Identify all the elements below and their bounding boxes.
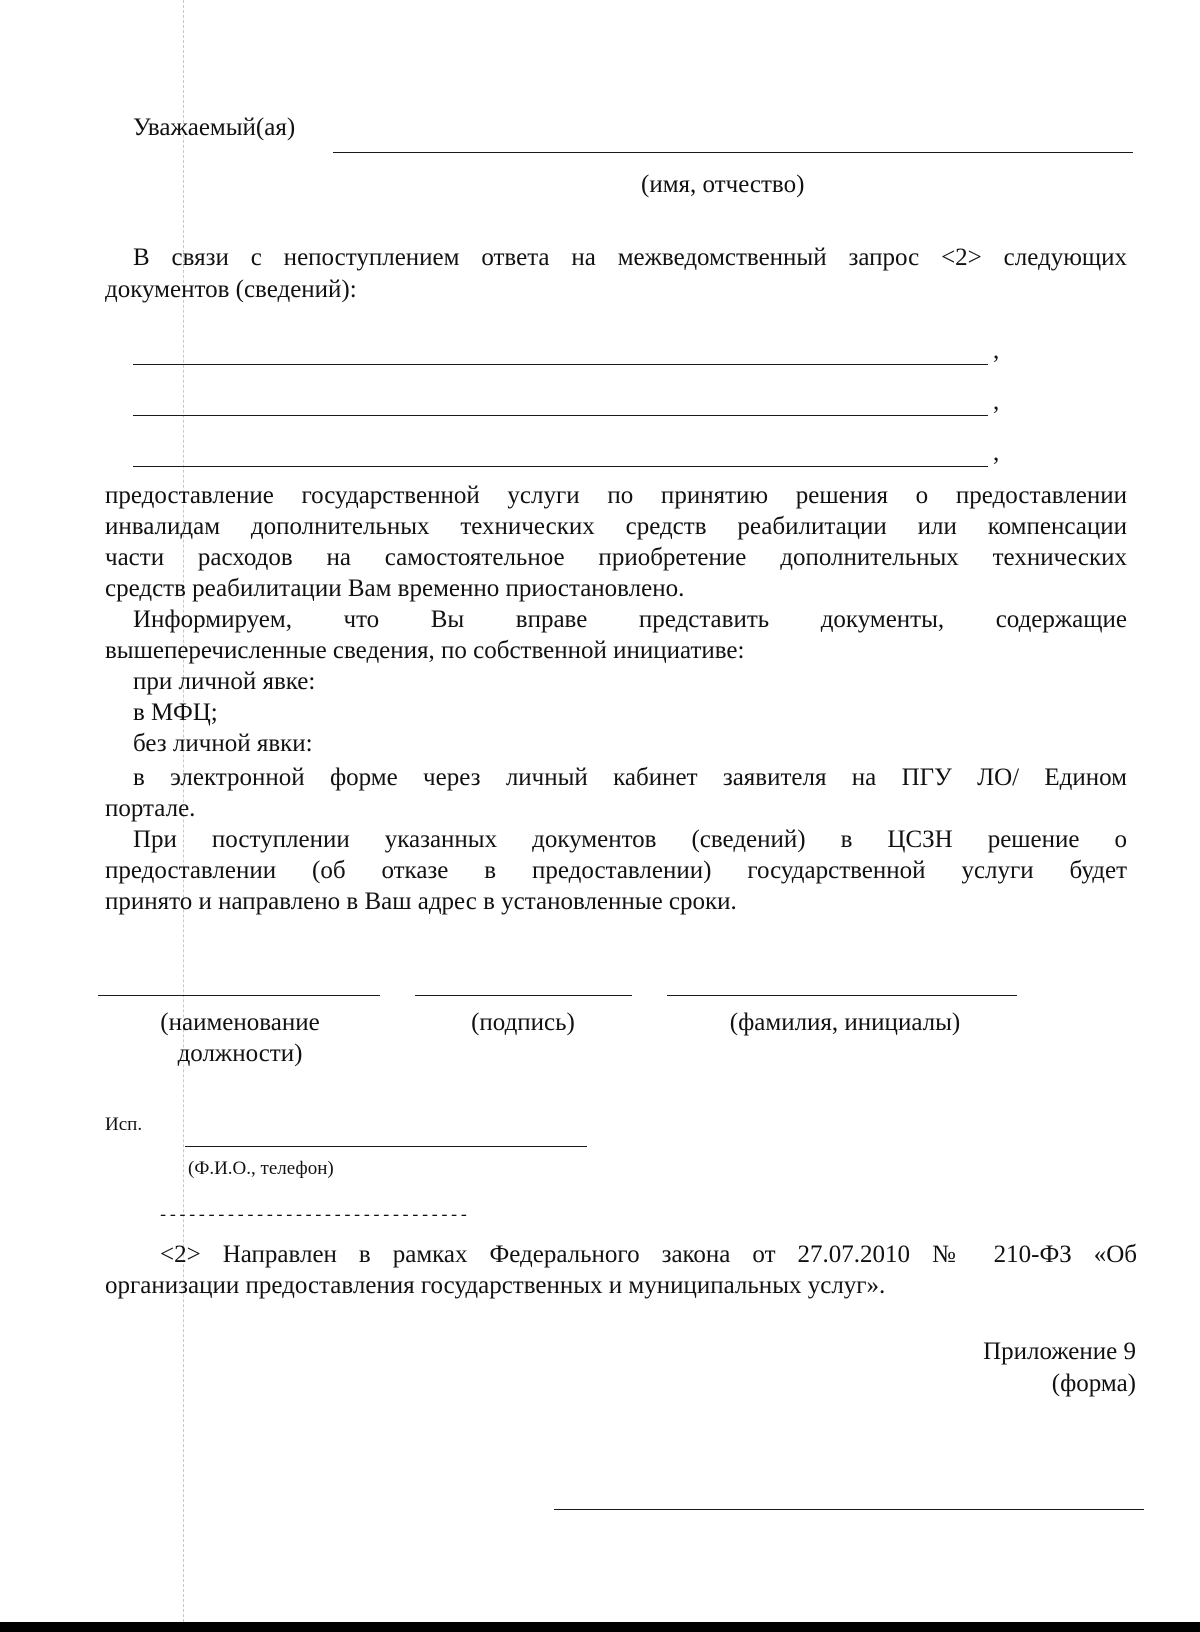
electronic-line-2: портале.: [105, 795, 196, 822]
footnote-separator: --------------------------------: [158, 1207, 469, 1226]
position-signature-line: [98, 995, 380, 996]
position-caption-line-2: должности): [177, 1040, 303, 1067]
document-blank-line-1: [133, 364, 988, 365]
executor-caption: (Ф.И.О., телефон): [188, 1158, 334, 1179]
document-blank-comma-1: ,: [993, 337, 1000, 364]
appendix-subtitle: (форма): [1051, 1370, 1136, 1397]
document-blank-line-3: [133, 466, 988, 467]
receipt-line-2: предоставлении (об отказе в предоставлении) государственной услуги будет: [105, 857, 1127, 884]
recipient-name-caption: (имя, отчество): [641, 171, 805, 198]
receipt-line-3: принято и направлено в Ваш адрес в установленные сроки.: [105, 888, 737, 915]
intro-line-2: документов (сведений):: [105, 276, 357, 303]
intro-line-1: В связи с непоступлением ответа на межведомственный запрос <2> следующих: [133, 244, 1127, 271]
suspension-line-3: части расходов на самостоятельное приобретение дополнительных технических: [105, 544, 1127, 571]
recipient-name-line: [333, 152, 1133, 153]
sign-caption: (подпись): [471, 1009, 575, 1036]
mfc-label: в МФЦ;: [133, 699, 218, 726]
scan-bottom-edge: [0, 1622, 1200, 1632]
appendix-title: Приложение 9: [983, 1338, 1136, 1365]
in-person-label: при личной явке:: [133, 668, 316, 695]
receipt-line-1: При поступлении указанных документов (сведений) в ЦСЗН решение о: [133, 826, 1127, 853]
document-blank-line-2: [133, 415, 988, 416]
suspension-line-1: предоставление государственной услуги по принятию решения о предоставлении: [105, 482, 1127, 509]
addressee-line: [554, 1509, 1144, 1510]
executor-label: Исп.: [105, 1114, 143, 1135]
suspension-line-4: средств реабилитации Вам временно приостановлено.: [105, 575, 685, 602]
name-caption: (фамилия, инициалы): [729, 1009, 961, 1036]
greeting-label: Уважаемый(ая): [133, 114, 296, 141]
sign-signature-line: [415, 995, 632, 996]
footnote-line-1: <2> Направлен в рамках Федерального закона от 27.07.2010 № 210-ФЗ «Об: [160, 1241, 1137, 1268]
inform-line-1: Информируем, что Вы вправе представить документы, содержащие: [133, 606, 1127, 633]
document-blank-comma-2: ,: [993, 388, 1000, 415]
no-visit-label: без личной явки:: [133, 730, 313, 757]
electronic-line-1: в электронной форме через личный кабинет заявителя на ПГУ ЛО/ Едином: [133, 764, 1127, 791]
footnote-line-2: организации предоставления государственных и муниципальных услуг».: [105, 1272, 886, 1299]
document-blank-comma-3: ,: [993, 439, 1000, 466]
executor-line: [185, 1146, 587, 1147]
position-caption-line-1: (наименование: [160, 1009, 320, 1036]
name-signature-line: [667, 995, 1017, 996]
inform-line-2: вышеперечисленные сведения, по собственной инициативе:: [105, 637, 745, 664]
suspension-line-2: инвалидам дополнительных технических средств реабилитации или компенсации: [105, 513, 1127, 540]
